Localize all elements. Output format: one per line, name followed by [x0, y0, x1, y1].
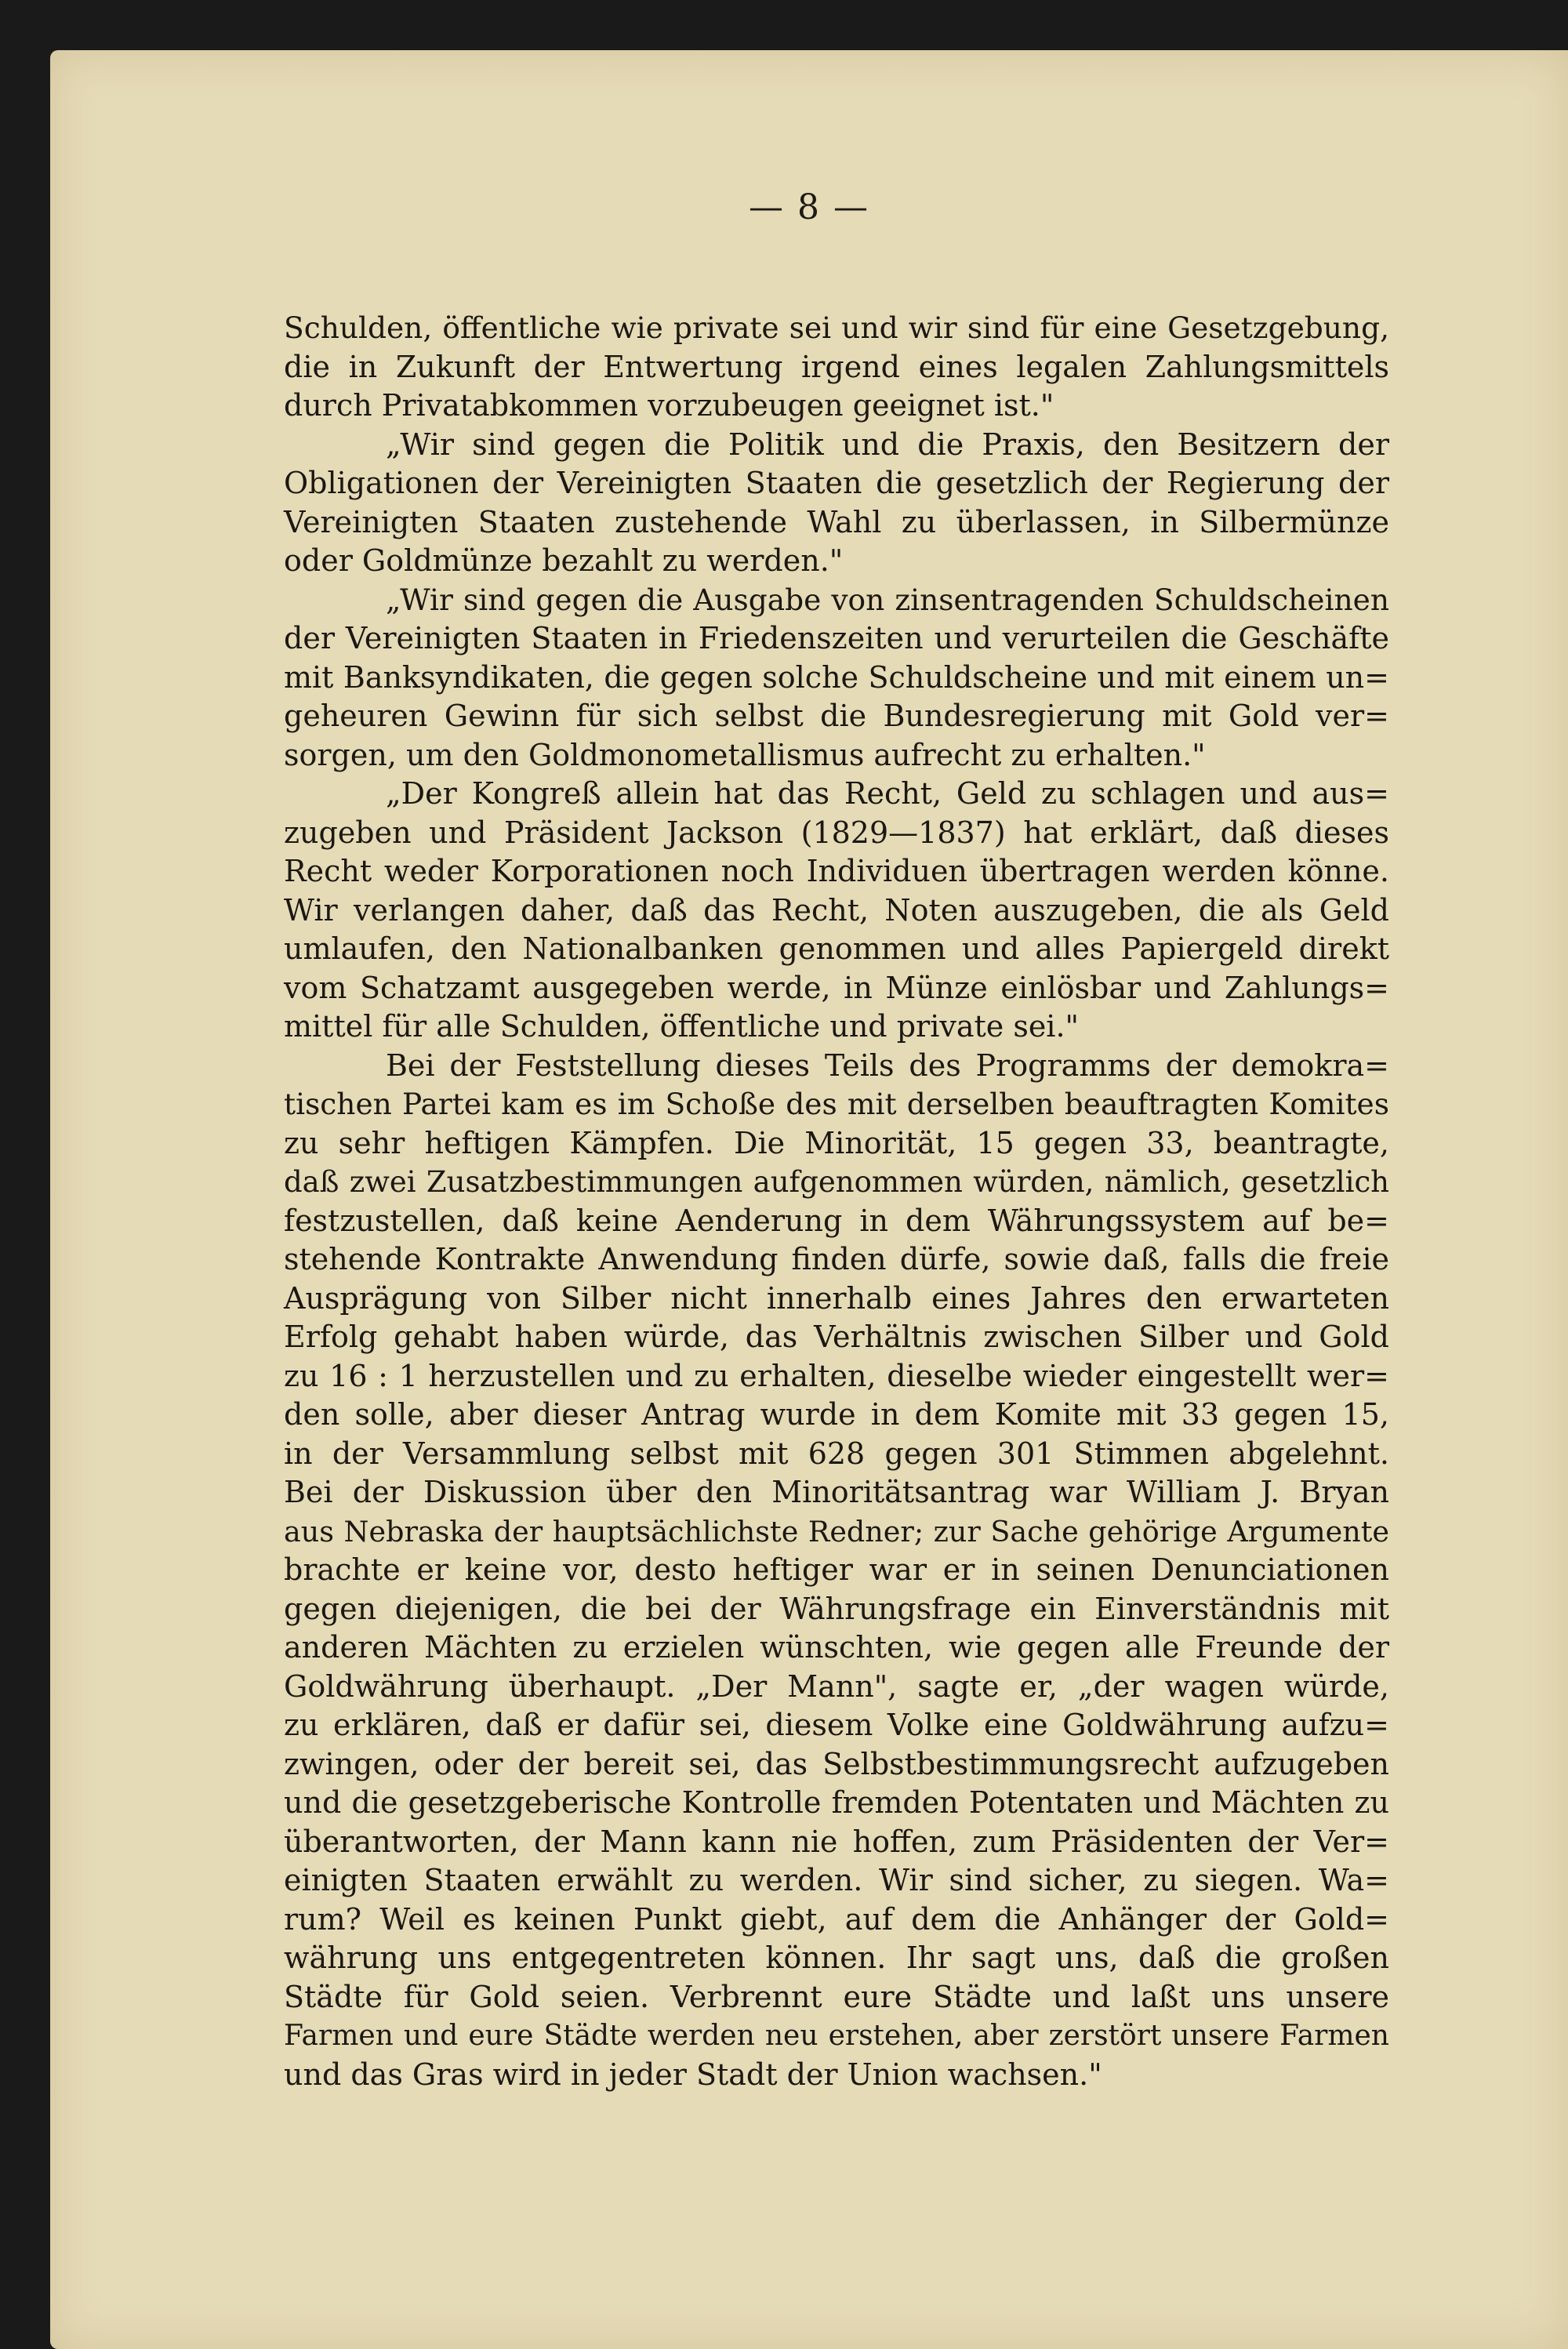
page-number: — 8 —	[749, 187, 869, 227]
text-line: einigten Staaten erwählt zu werden. Wir sind sicher, zu siegen. Wa=	[284, 1863, 1389, 1897]
text-line: umlaufen, den Nationalbanken genommen und alles Papiergeld direkt	[284, 931, 1389, 966]
text-line: „Der Kongreß allein hat das Recht, Geld zu schlagen und aus=	[386, 776, 1389, 811]
text-line: und die gesetzgeberische Kontrolle fremden Potentaten und Mächten zu	[284, 1785, 1389, 1820]
text-line: „Wir sind gegen die Ausgabe von zinsentragenden Schuldscheinen	[386, 582, 1389, 617]
text-line: überantworten, der Mann kann nie hoffen, zum Präsidenten der Ver=	[284, 1824, 1389, 1859]
text-line: Bei der Feststellung dieses Teils des Programms der demokra=	[386, 1047, 1389, 1083]
text-line: Vereinigten Staaten zustehende Wahl zu überlassen, in Silbermünze	[284, 504, 1389, 539]
text-line: sorgen, um den Goldmonometallismus aufrecht zu erhalten."	[284, 737, 1206, 772]
text-line: und das Gras wird in jeder Stadt der Union wachsen."	[284, 2057, 1102, 2092]
text-line: geheuren Gewinn für sich selbst die Bundesregierung mit Gold ver=	[284, 699, 1389, 733]
text-line: Städte für Gold seien. Verbrennt eure Städte und laßt uns unsere	[284, 1979, 1389, 2014]
text-line: „Wir sind gegen die Politik und die Praxis, den Besitzern der	[386, 427, 1389, 462]
text-line: in der Versammlung selbst mit 628 gegen 301 Stimmen abgelehnt.	[284, 1436, 1389, 1471]
text-line: Recht weder Korporationen noch Individuen übertragen werden könne.	[284, 854, 1389, 888]
text-line: mittel für alle Schulden, öffentliche und private sei."	[284, 1009, 1080, 1044]
text-line: Erfolg gehabt haben würde, das Verhältnis zwischen Silber und Gold	[284, 1320, 1389, 1354]
text-line: rum? Weil es keinen Punkt giebt, auf dem die Anhänger der Gold=	[284, 1901, 1389, 1937]
text-line: durch Privatabkommen vorzubeugen geeignet ist."	[284, 388, 1054, 423]
text-line: zu erklären, daß er dafür sei, diesem Volke eine Goldwährung aufzu=	[284, 1708, 1389, 1742]
text-line: zugeben und Präsident Jackson (1829—1837) hat erklärt, daß dieses	[284, 815, 1389, 850]
text-line: festzustellen, daß keine Aenderung in dem Währungssystem auf be=	[284, 1203, 1389, 1238]
text-line: daß zwei Zusatzbestimmungen aufgenommen würden, nämlich, gesetzlich	[284, 1165, 1389, 1199]
text-line: Goldwährung überhaupt. „Der Mann", sagte er, „der wagen würde,	[284, 1668, 1389, 1704]
text-line: Obligationen der Vereinigten Staaten die gesetzlich der Regierung der	[284, 466, 1389, 500]
text-line: zu 16 : 1 herzustellen und zu erhalten, dieselbe wieder eingestellt wer=	[284, 1358, 1389, 1393]
text-line: Wir verlangen daher, daß das Recht, Noten auszugeben, die als Geld	[284, 892, 1389, 928]
text-line: die in Zukunft der Entwertung irgend eines legalen Zahlungsmittels	[284, 349, 1389, 384]
text-line: oder Goldmünze bezahlt zu werden."	[284, 543, 844, 578]
text-line: aus Nebraska der hauptsächlichste Redner; zur Sache gehörige Argumente	[284, 1514, 1389, 1548]
text-line: Schulden, öffentliche wie private sei und wir sind für eine Gesetzgebung,	[284, 310, 1389, 345]
body-text	[284, 309, 1389, 2094]
text-line: vom Schatzamt ausgegeben werde, in Münze einlösbar und Zahlungs=	[284, 970, 1389, 1005]
text-line: zu sehr heftigen Kämpfen. Die Minorität, 15 gegen 33, beantragte,	[284, 1125, 1389, 1160]
text-line: Ausprägung von Silber nicht innerhalb eines Jahres den erwarteten	[284, 1280, 1389, 1316]
text-line: zwingen, oder der bereit sei, das Selbstbestimmungsrecht aufzugeben	[284, 1746, 1389, 1781]
text-line: den solle, aber dieser Antrag wurde in dem Komite mit 33 gegen 15,	[284, 1397, 1389, 1432]
text-line: mit Banksyndikaten, die gegen solche Schuldscheine und mit einem un=	[284, 659, 1389, 695]
text-line: Farmen und eure Städte werden neu erstehen, aber zerstört unsere Farmen	[284, 2020, 1389, 2052]
text-line: stehende Kontrakte Anwendung finden dürfe, sowie daß, falls die freie	[284, 1242, 1389, 1276]
text-line: anderen Mächten zu erzielen wünschten, wie gegen alle Freunde der	[284, 1630, 1389, 1665]
text-line: tischen Partei kam es im Schoße des mit derselben beauftragten Komites	[284, 1087, 1389, 1121]
text-line: Bei der Diskussion über den Minoritätsantrag war William J. Bryan	[284, 1475, 1389, 1509]
book-page	[50, 50, 1568, 2349]
text-line: der Vereinigten Staaten in Friedenszeiten und verurteilen die Geschäfte	[284, 621, 1389, 655]
text-line: währung uns entgegentreten können. Ihr sagt uns, daß die großen	[284, 1941, 1389, 1975]
text-line: brachte er keine vor, desto heftiger war er in seinen Denunciationen	[284, 1552, 1389, 1587]
text-line: gegen diejenigen, die bei der Währungsfrage ein Einverständnis mit	[284, 1591, 1389, 1626]
